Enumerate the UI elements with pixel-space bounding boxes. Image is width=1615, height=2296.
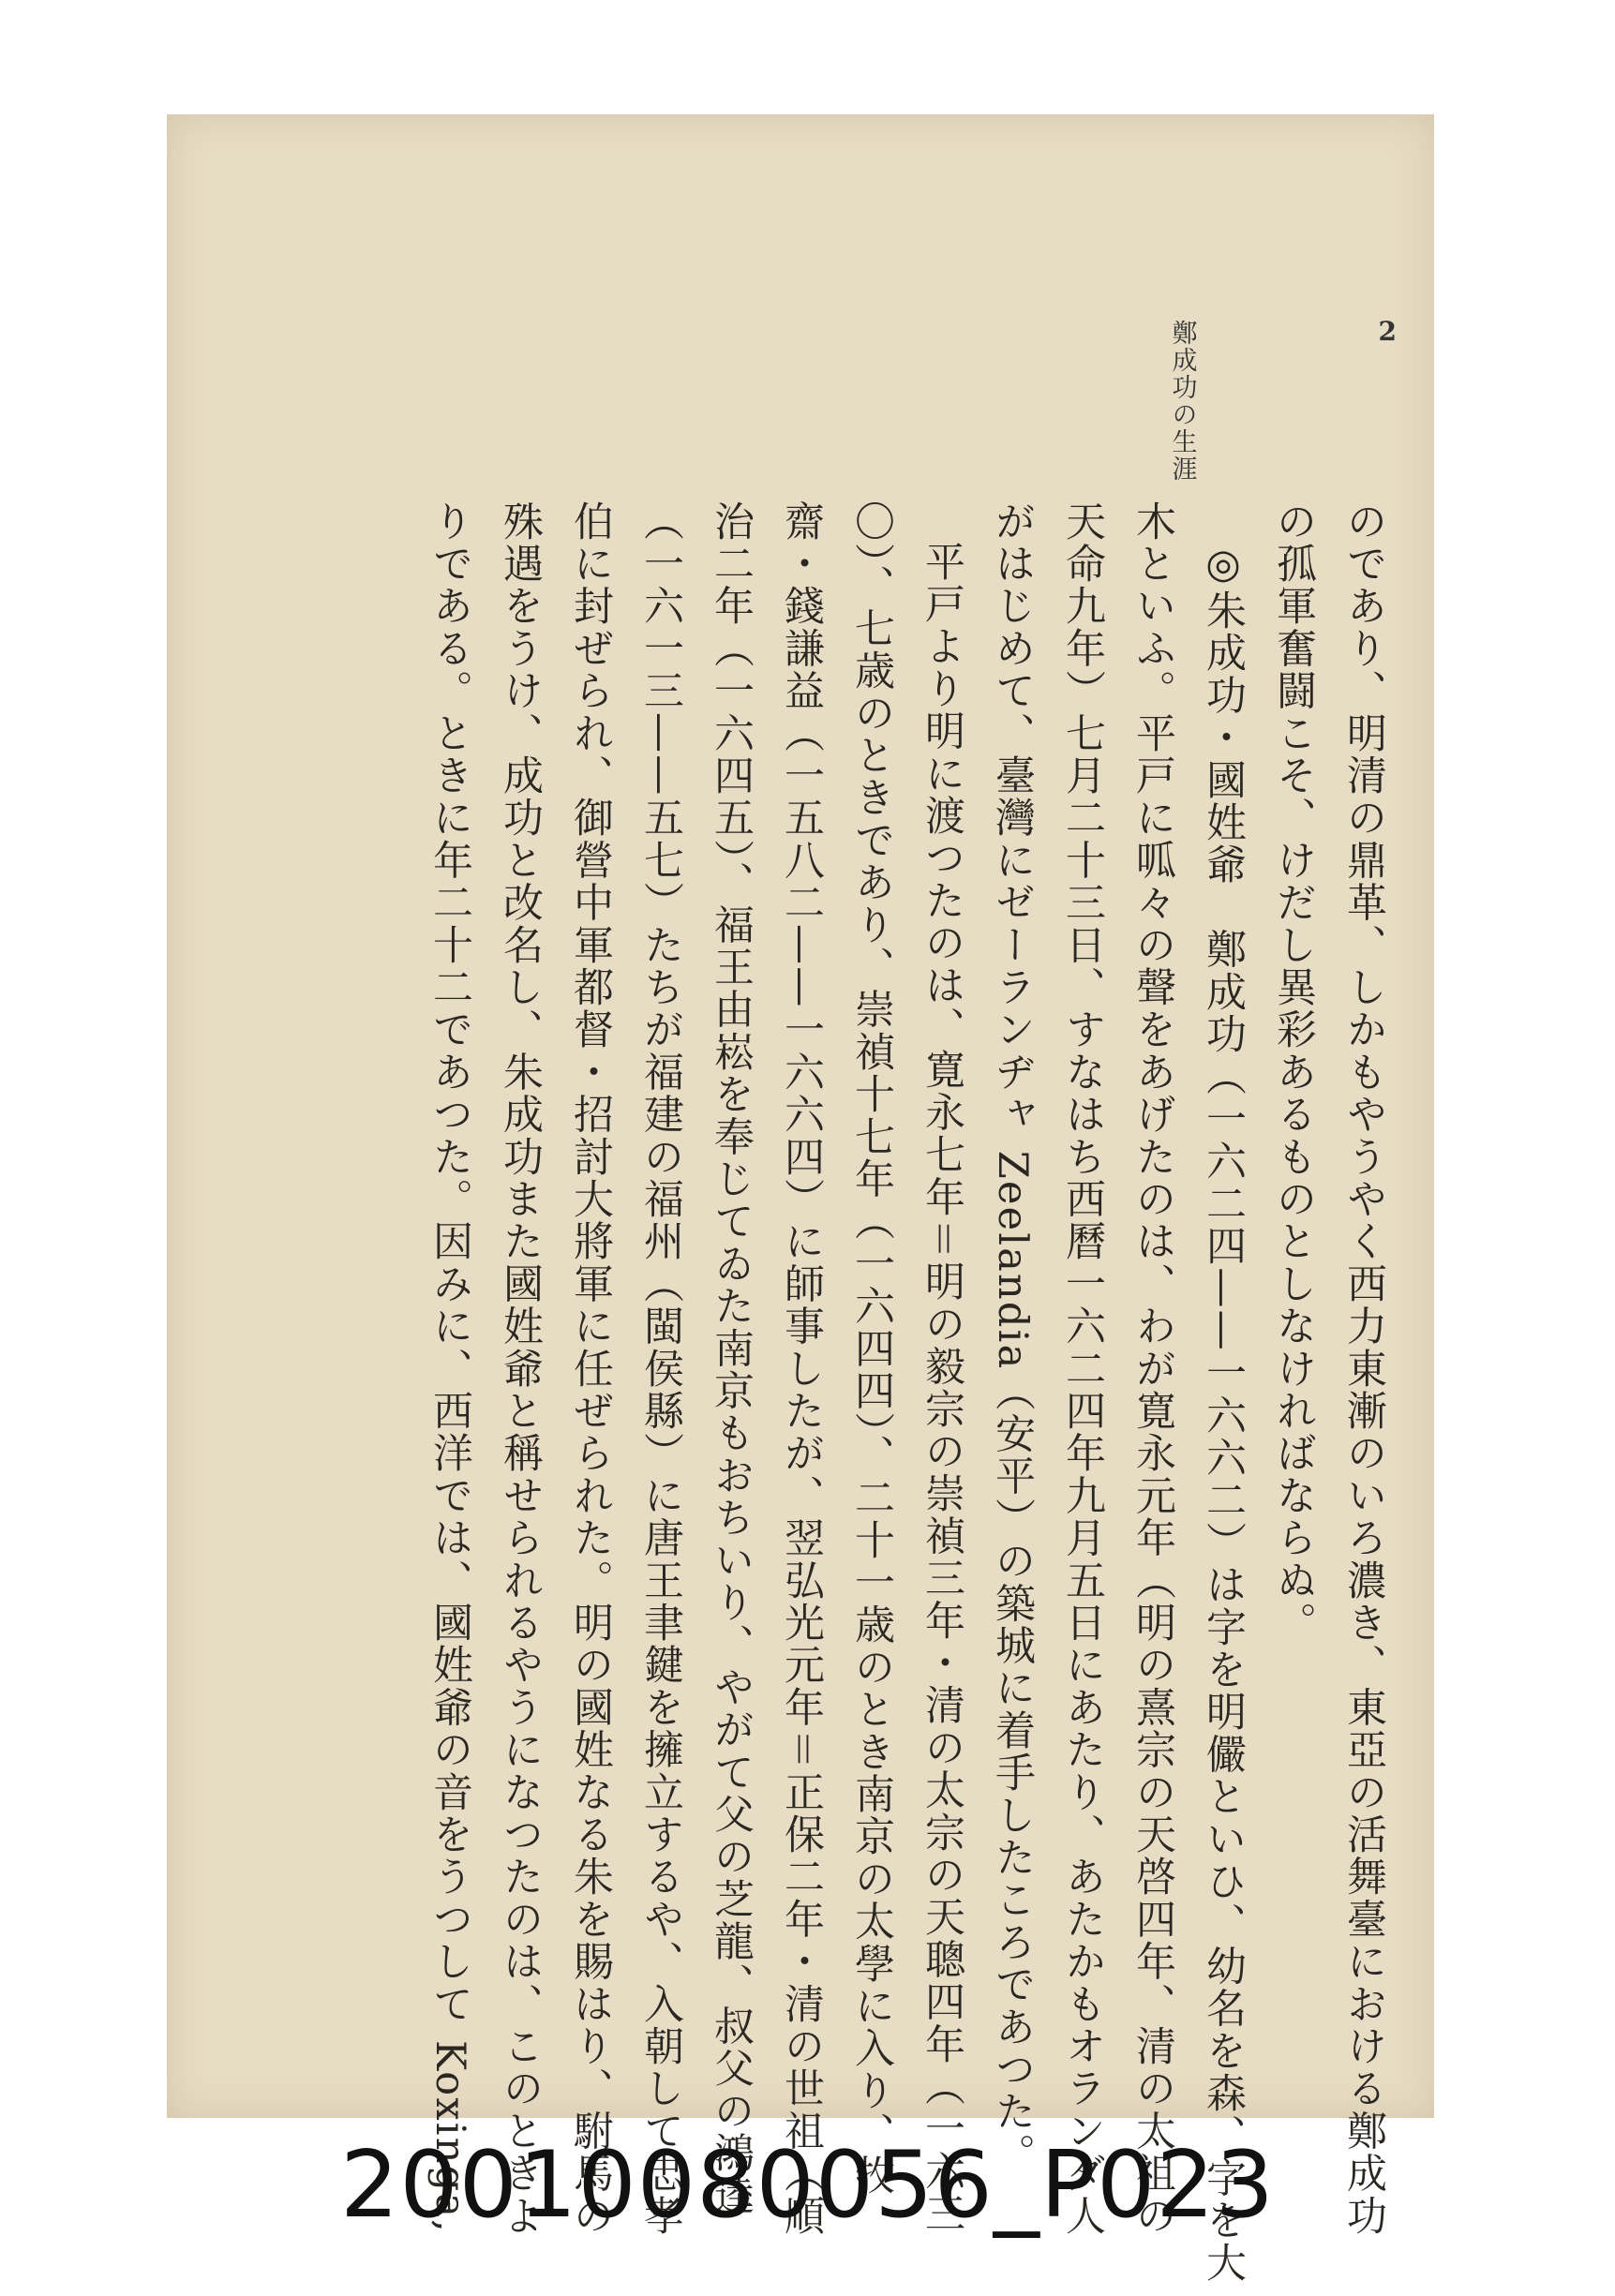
text-column: 天命九年）七月二十三日、すなはち西曆一六二四年九月五日にあたり、あたかもオランダ人 [1059, 500, 1106, 2238]
text-column: りである。ときに年二十二であつた。因みに、西洋では、國姓爺の音をうつして Koxinga, [426, 500, 473, 2235]
text-column: 殊遇をうけ、成功と改名し、朱成功また國姓爺と稱せられるやうになつたのは、このときよ [497, 500, 544, 2238]
page-number: 2 [1378, 316, 1397, 347]
text-column: 〇）、七歳のときであり、崇禎十七年（一六四四）、二十一歳のとき南京の太學に入り、牧 [848, 500, 895, 2198]
page-header [1164, 316, 1397, 483]
text-column: ◎朱成功・國姓爺 鄭成功（一六二四——一六六二）は字を明儼といひ、幼名を森、字を大 [1200, 541, 1247, 2285]
text-column: 木といふ。平戸に呱々の聲をあげたのは、わが寛永元年（明の熹宗の天啓四年、清の太祖の [1129, 500, 1176, 2238]
text-column: 平戸より明に渡つたのは、寛永七年＝明の毅宗の崇禎三年・清の太宗の天聰四年（一六三 [919, 541, 965, 2235]
text-column: のであり、明清の鼎革、しかもやうやく西力東漸のいろ濃き、東亞の活舞臺における鄭成功 [1340, 500, 1387, 2238]
image-id-label: 20010080056_P023 [339, 2132, 1275, 2239]
text-column: （一六一三——五七）たちが福建の福州（閩侯縣）に唐王聿鍵を擁立するや、入朝して忠孝 [637, 500, 684, 2238]
text-column: 伯に封ぜられ、御營中軍都督・招討大將軍に任ぜられた。明の國姓なる朱を賜はり、駙馬の [567, 500, 614, 2238]
text-column: 治二年（一六四五）、福王由崧を奉じてゐた南京もおちいり、やがて父の芝龍、叔父の鴻逵 [708, 500, 755, 2217]
text-column: 齋・錢謙益（一五八二——一六六四）に師事したが、翌弘光元年＝正保二年・清の世祖（順 [778, 500, 825, 2238]
text-column: がはじめて、臺灣にゼーランヂャ Zeelandia（安平）の築城に着手したころであつた。 [989, 500, 1036, 2176]
running-title: 鄭成功の生涯 [1167, 320, 1197, 483]
text-column: の孤軍奮闘こそ、けだし異彩あるものとしなければならぬ。 [1270, 500, 1317, 1645]
